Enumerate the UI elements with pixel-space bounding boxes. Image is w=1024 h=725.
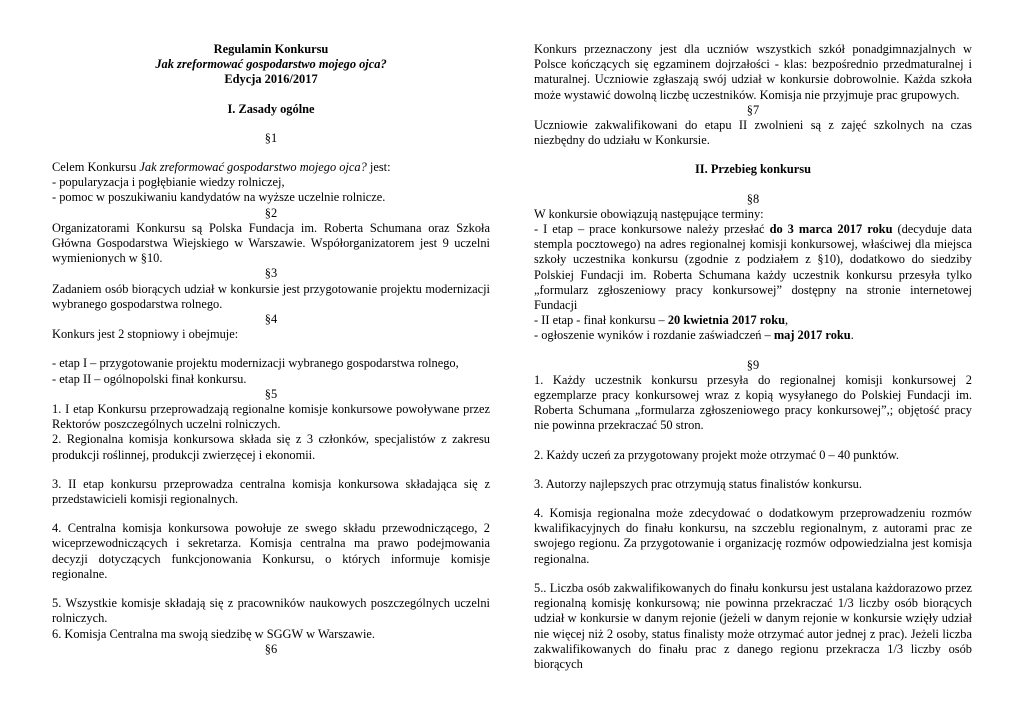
paragraph-5-item: 3. II etap konkursu przeprowadza centralna komisja konkursowa składająca się z przedstawicieli komisji regionalnych. [52,476,490,507]
paragraph-marker-9: §9 [746,357,760,372]
document-subtitle: Jak zreformować gospodarstwo mojego ojca? [155,57,387,72]
paragraph-1-item: - popularyzacja i pogłębianie wiedzy rolniczej, [52,175,285,190]
paragraph-5-item: 4. Centralna komisja konkursowa powołuje ze swego składu przewodniczącego, 2 wiceprzewodniczących i sekretarza. Komisja centralna ma prawo podejmowania decyzji dotyczących funkcjonowania Konkursu, o których informuje komisje regionalne. [52,521,490,581]
document-title: Regulamin Konkursu [213,42,329,56]
paragraph-9-item: 4. Komisja regionalna może zdecydować o dodatkowym przeprowadzeniu rozmów kwalifikacyjnych do finału konkursu, na szczeblu regionalnym, z autorami prac ze swojego regionu. Za przygotowanie i organizację rozmów odpowiedzialna jest komisja regionalna. [534,506,972,566]
edition-label: Edycja 2016/2017 [224,72,318,87]
paragraph-9-item: 5.. Liczba osób zakwalifikowanych do finału konkursu jest ustalana każdorazowo przez regionalną komisję konkursową; nie powinna przekraczać 1/3 liczby osób biorących udział w konkursie w danym rejonie (jeżeli w danym rejonie w konkursie wzięły udział nie więcej niż 2 osoby, status finalisty może otrzymać autor jednej z prac). Jeżeli liczba zakwalifikowanych do finału prac z danego regionu przekracza 1/3 liczby osób biorących [534,580,972,671]
paragraph-marker-6: §6 [264,641,278,656]
paragraph-9-item: 3. Autorzy najlepszych prac otrzymują status finalistów konkursu. [534,476,862,491]
paragraph-4-text: Konkurs jest 2 stopniowy i obejmuje: [52,327,239,342]
paragraph-5-item: 1. I etap Konkursu przeprowadzają regionalne komisje konkursowe powoływane przez Rektorów poszczególnych uczelni rolniczych. [52,402,490,432]
paragraph-marker-5: §5 [264,386,278,401]
paragraph-8-stage-2: - II etap - finał konkursu – 20 kwietnia 2017 roku, [534,313,789,328]
paragraph-marker-7: §7 [746,102,760,117]
paragraph-8-stage-1: - I etap – prace konkursowe należy przesłać do 3 marca 2017 roku (decyduje data stempla pocztowego) na adres regionalnej komisji konkursowej, właściwej dla miejsca szkoły uczestnika konkursu (zgodnie z podziałem z §10), dodatkowo do siedziby Polskiej Fundacji im. Roberta Schumana każdy uczestnik konkursu przesyła tylko „formularz zgłoszeniowy pracy konkursowej” dostępny na stronie internetowej Fundacji [534,222,972,313]
paragraph-8-results: - ogłoszenie wyników i rozdanie zaświadczeń – maj 2017 roku. [534,328,854,343]
paragraph-5-item: 5. Wszystkie komisje składają się z pracowników naukowych poszczególnych uczelni rolniczych. [52,596,490,626]
paragraph-marker-2: §2 [264,205,278,220]
paragraph-7-text: Uczniowie zakwalifikowani do etapu II zwolnieni są z zajęć szkolnych na czas niezbędny do udziału w Konkursie. [534,118,972,148]
section-heading-contest-course: II. Przebieg konkursu [694,162,811,177]
paragraph-9-item: 2. Każdy uczeń za przygotowany projekt może otrzymać 0 – 40 punktów. [534,447,899,462]
paragraph-5-item: 6. Komisja Centralna ma swoją siedzibę w SGGW w Warszawie. [52,626,376,641]
paragraph-marker-4: §4 [264,312,278,327]
paragraph-4-item: - etap II – ogólnopolski finał konkursu. [52,371,247,386]
paragraph-marker-1: §1 [264,130,278,145]
paragraph-9-item: 1. Każdy uczestnik konkursu przesyła do regionalnej komisji konkursowej 2 egzemplarze pracy konkursowej wraz z kopią wysyłanego do Polskiej Fundacji im. Roberta Schumana „formularza zgłoszeniowego pracy konkursowej”,; objętość pracy nie powinna przekraczać 50 stron. [534,372,972,433]
paragraph-1-intro: Celem Konkursu Jak zreformować gospodarstwo mojego ojca? jest: [52,160,391,175]
paragraph-8-intro: W konkursie obowiązują następujące terminy: [534,206,764,221]
left-column [52,42,490,657]
paragraph-4-item: - etap I – przygotowanie projektu modernizacji wybranego gospodarstwa rolnego, [52,356,459,371]
paragraph-6-text: Konkurs przeznaczony jest dla uczniów wszystkich szkół ponadgimnazjalnych w Polsce kończących się egzaminem dojrzałości - klas: bezpośrednio przedmaturalnej i maturalnej. Uczniowie zgłaszają swój udział w konkursie dobrowolnie. Każda szkoła może wystawić dowolną liczbę uczestników. Komisja nie przyjmuje prac grupowych. [534,42,972,102]
paragraph-2-text: Organizatorami Konkursu są Polska Fundacja im. Roberta Schumana oraz Szkoła Główna Gospodarstwa Wiejskiego w Warszawie. Współorganizatorem jest 9 uczelni wymienionych w §10. [52,220,490,266]
paragraph-marker-8: §8 [746,191,760,206]
paragraph-5-item: 2. Regionalna komisja konkursowa składa się z 3 członków, specjalistów z zakresu produkcji roślinnej, produkcji zwierzęcej i ekonomii. [52,432,490,462]
paragraph-3-text: Zadaniem osób biorących udział w konkursie jest przygotowanie projektu modernizacji wybranego gospodarstwa rolnego. [52,281,490,311]
section-heading-general-rules: I. Zasady ogólne [227,101,315,116]
paragraph-1-item: - pomoc w poszukiwaniu kandydatów na wyższe uczelnie rolnicze. [52,190,386,205]
paragraph-marker-3: §3 [264,266,278,281]
right-column [534,42,972,672]
